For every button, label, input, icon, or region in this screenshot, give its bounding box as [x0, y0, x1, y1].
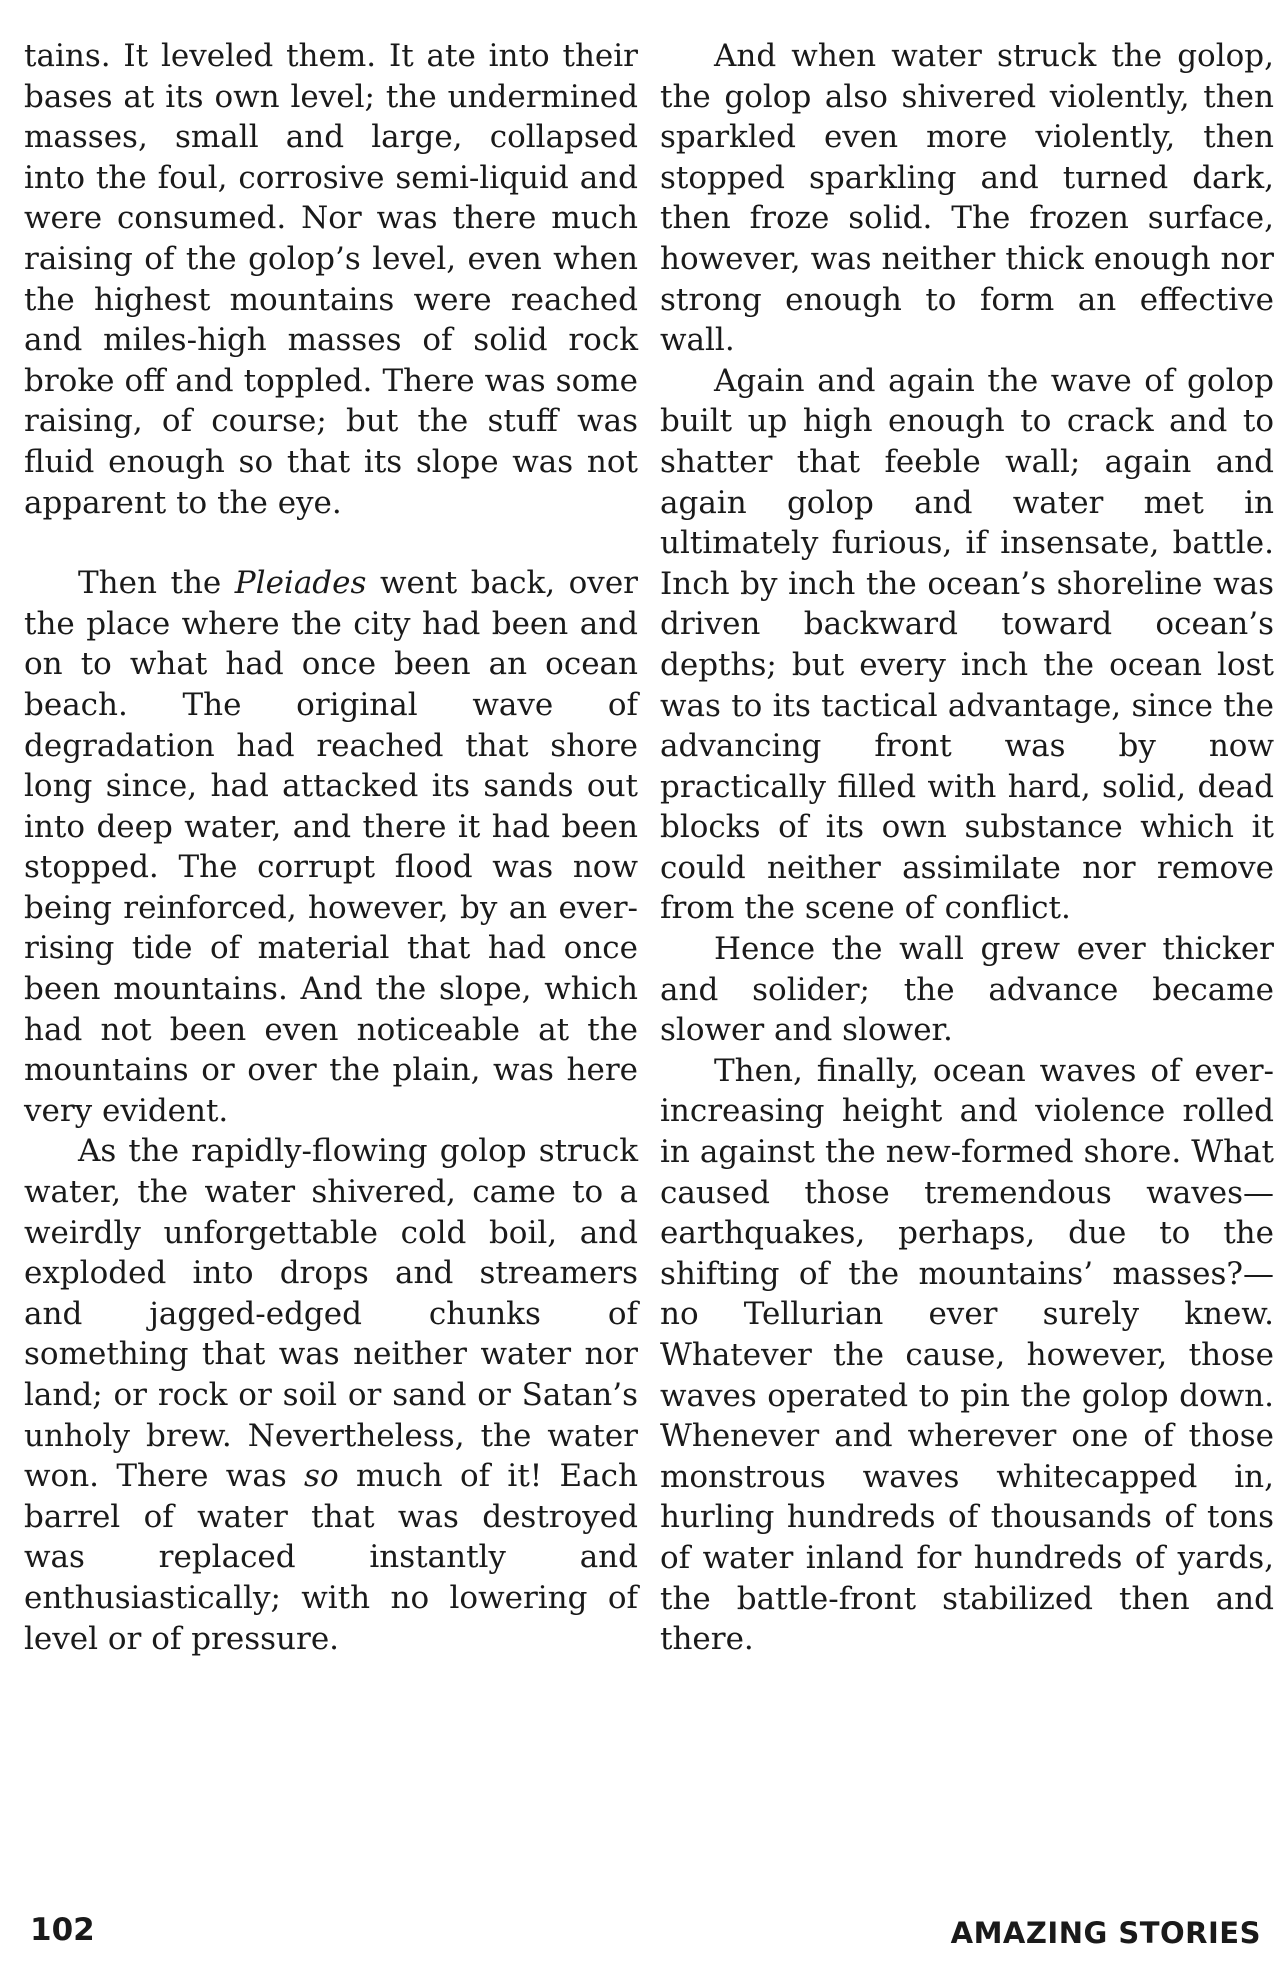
ship-name: Pleiades	[234, 565, 367, 602]
paragraph: Again and again the wave of golop built up high enough to crack and to shatter that feeble wall; again and again golop and water met in ultimately furious, if insensate, battle. Inch by inch the ocean’s shoreline was driven backward toward ocean’s depths; but every inch the ocean lost was to its tactical advantage, since the advancing front was by now practically filled with hard, solid, dead blocks of its own substance which it could neither assimilate nor remove from the scene of conflict.	[660, 362, 1274, 927]
left-column	[24, 36, 638, 1659]
text-run: went back, over the place where the city had been and on to what had once been an ocean beach. The original wave of degradation had reached that shore long since, had attacked its sands out into deep water, and there it had been stopped. The corrupt flood was now being reinforced, however, by an ever-rising tide of material that had once been mountains. And the slope, which had not been even noticeable at the mountains or over the plain, was here very evident.	[24, 565, 638, 1129]
page-footer	[24, 1912, 1261, 1960]
paragraph	[24, 563, 638, 1131]
paragraph: And when water struck the golop, the golop also shivered violently, then sparkled even more violently, then stopped sparkling and turned dark, then froze solid. The frozen surface, however, was neither thick enough nor strong enough to form an effective wall.	[660, 38, 1274, 359]
right-column	[660, 36, 1274, 1660]
paragraph: tains. It leveled them. It ate into their bases at its own level; the undermined masses, small and large, collapsed into the foul, corrosive semi-liquid and were consumed. Nor was there much raising of the golop’s level, even when the highest mountains were reached and miles-high masses of solid rock broke off and toppled. There was some raising, of course; but the stuff was fluid enough so that its slope was not apparent to the eye.	[24, 38, 638, 521]
paragraph	[24, 1131, 638, 1659]
emphasis: so	[304, 1458, 339, 1495]
text-run: Then the	[78, 565, 235, 602]
text-run: much of it! Each barrel of water that was destroyed was replaced instantly and enthusiastically; with no lowering of level or of pressure.	[24, 1458, 638, 1657]
paragraph: Hence the wall grew ever thicker and solider; the advance became slower and slower.	[660, 931, 1274, 1049]
paragraph: Then, finally, ocean waves of ever-increasing height and violence rolled in against the new-formed shore. What caused those tremendous waves—earthquakes, perhaps, due to the shifting of the mountains’ masses?—no Tellurian ever surely knew. Whatever the cause, however, those waves operated to pin the golop down. Whenever and wherever one of those monstrous waves whitecapped in, hurling hundreds of thousands of tons of water inland for hundreds of yards, the battle-front stabilized then and there.	[660, 1052, 1274, 1658]
magazine-title: AMAZING STORIES	[950, 1916, 1261, 1950]
text-run: As the rapidly-flowing golop struck water, the water shivered, came to a weirdly unforgettable cold boil, and exploded into drops and streamers and jagged-edged chunks of something that was neither water nor land; or rock or soil or sand or Satan’s unholy brew. Nevertheless, the water won. There was	[24, 1133, 638, 1495]
page-number: 102	[30, 1912, 95, 1948]
